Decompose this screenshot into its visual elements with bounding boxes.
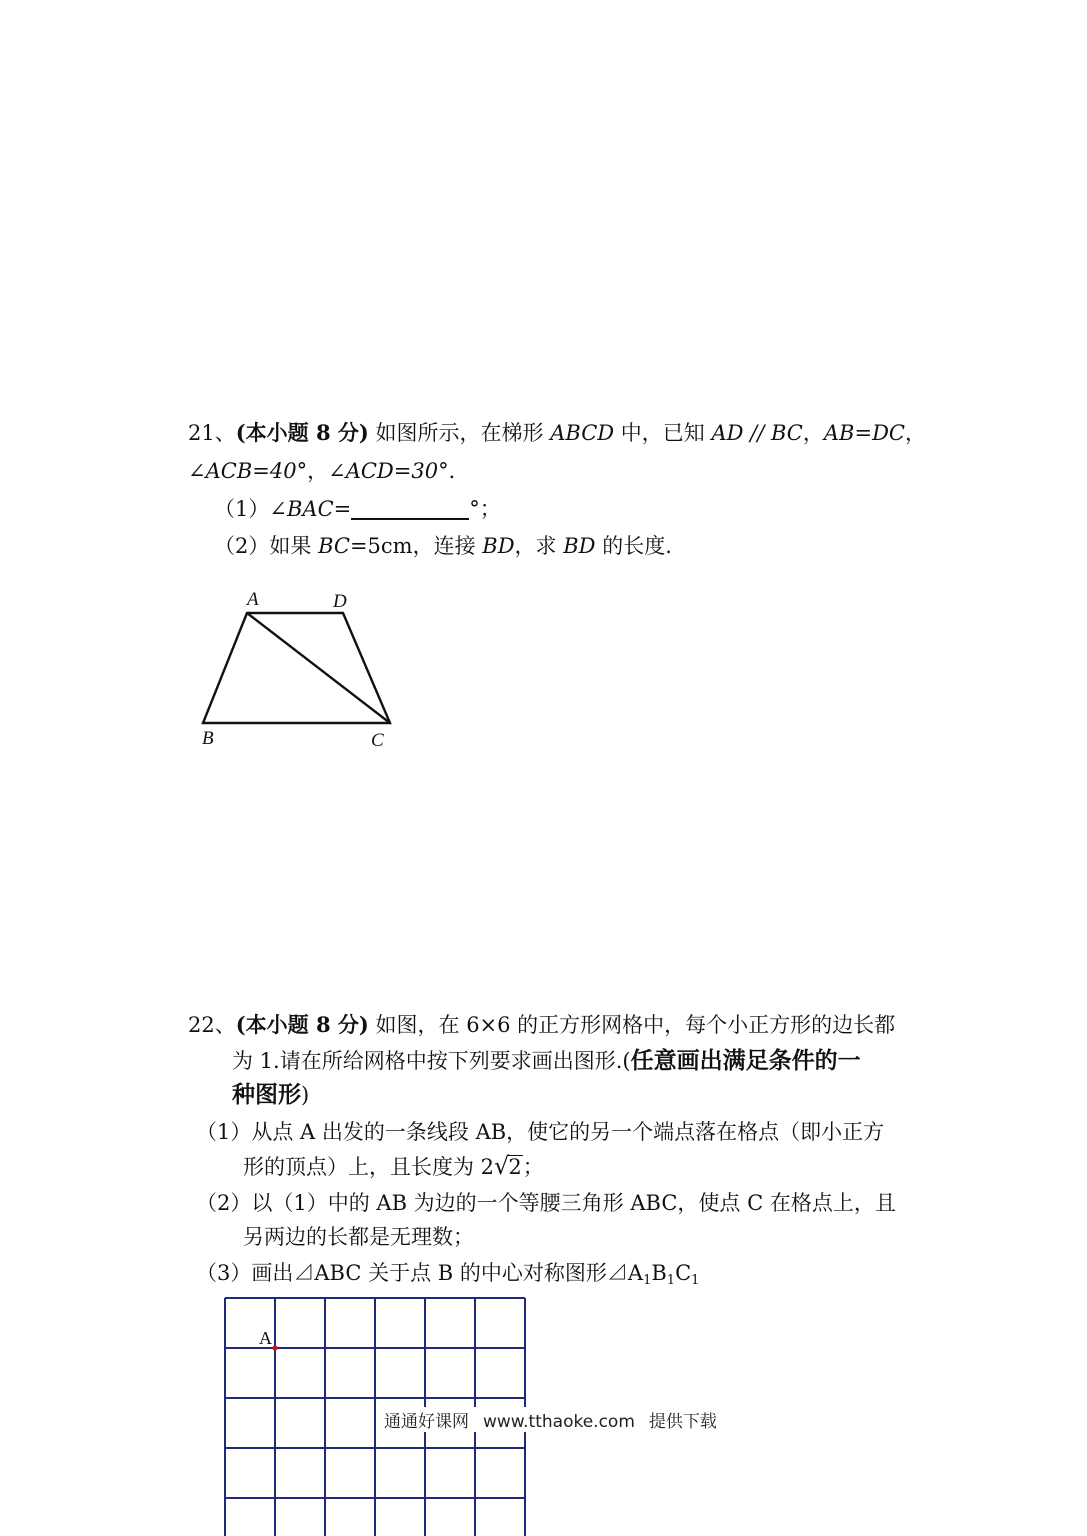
q21-part2-pre: 如果 bbox=[269, 534, 319, 558]
q21-part1-text: ∠BAC= bbox=[269, 497, 352, 521]
q22-part2-cont-text: 另两边的长都是无理数； bbox=[243, 1225, 474, 1249]
q21-angle2: ∠ACD=30° bbox=[328, 459, 449, 483]
point-a[interactable] bbox=[272, 1345, 277, 1350]
watermark-site: 通通好课网 bbox=[384, 1412, 469, 1432]
sqrt-sign: √ bbox=[494, 1152, 510, 1180]
q22-line3-end: ) bbox=[301, 1083, 310, 1107]
q22-part1-text: 从点 A 出发的一条线段 AB，使它的另一个端点落在格点（即小正方 bbox=[251, 1120, 885, 1144]
trapezoid-abcd bbox=[203, 613, 390, 723]
q21-period: ． bbox=[448, 459, 470, 483]
q21-part2-end: 的长度. bbox=[595, 534, 672, 558]
q21-part2-mid: =5cm，连接 bbox=[349, 534, 483, 558]
q21-line2 bbox=[188, 456, 470, 486]
q22-line3 bbox=[232, 1080, 309, 1110]
q22-part3-text: 画出⊿ABC 关于点 B 的中心对称图形⊿A bbox=[251, 1261, 644, 1285]
q22-line2-bold: 任意画出满足条件的一 bbox=[630, 1047, 861, 1074]
q21-shape: ABCD bbox=[550, 421, 615, 445]
q21-comma2: ， bbox=[904, 421, 926, 445]
q21-comma1: ， bbox=[802, 421, 824, 445]
trapezoid-figure bbox=[190, 585, 410, 755]
sqrt-radicand: 2 bbox=[508, 1155, 522, 1179]
q22-part3-label: （3） bbox=[196, 1261, 252, 1285]
watermark bbox=[382, 1407, 719, 1432]
q21-part1-unit: °； bbox=[469, 497, 501, 521]
q22-part1 bbox=[196, 1117, 884, 1147]
q22-part3-b: B bbox=[651, 1261, 667, 1285]
q21-part2-mid2: ，求 bbox=[514, 534, 564, 558]
grid-label-a: A bbox=[259, 1328, 272, 1348]
watermark-suffix: 提供下载 bbox=[648, 1412, 717, 1432]
q21-part2 bbox=[214, 531, 672, 561]
q21-part2-bc: BC bbox=[318, 534, 350, 558]
q21-line1 bbox=[188, 418, 926, 448]
q21-part2-label: （2） bbox=[214, 534, 270, 558]
q22-part1-cont bbox=[243, 1151, 544, 1182]
q22-score: (本小题 8 分) bbox=[235, 1012, 369, 1037]
q21-angle1: ∠ACB=40° bbox=[188, 459, 308, 483]
q21-number: 21、 bbox=[188, 421, 236, 445]
q21-part1-label: （1） bbox=[214, 497, 270, 521]
label-a: A bbox=[247, 589, 259, 610]
q22-part1-label: （1） bbox=[196, 1120, 252, 1144]
q22-part3 bbox=[196, 1258, 699, 1296]
q21-score: (本小题 8 分) bbox=[235, 420, 369, 445]
q21-given: 中，已知 bbox=[614, 421, 712, 445]
sub-a1: 1 bbox=[643, 1273, 652, 1288]
q21-equal: AB=DC bbox=[823, 421, 905, 445]
watermark-url: www.tthaoke.com bbox=[483, 1412, 635, 1432]
sub-c1: 1 bbox=[691, 1273, 700, 1288]
q22-part2-cont bbox=[243, 1222, 474, 1252]
q22-line3-bold: 种图形 bbox=[232, 1081, 301, 1108]
q22-number: 22、 bbox=[188, 1013, 236, 1037]
sub-b1: 1 bbox=[666, 1273, 676, 1288]
answer-blank[interactable] bbox=[351, 498, 469, 520]
q22-part1-end: ； bbox=[522, 1155, 544, 1179]
label-b: B bbox=[202, 728, 214, 749]
q22-part2-text: 以（1）中的 AB 为边的一个等腰三角形 ABC，使点 C 在格点上，且 bbox=[251, 1191, 896, 1215]
q21-intro: 如图所示，在梯形 bbox=[368, 421, 551, 445]
q22-line2 bbox=[232, 1046, 861, 1076]
q21-part1 bbox=[214, 494, 501, 524]
q22-line2-text: 为 1.请在所给网格中按下列要求画出图形.( bbox=[232, 1049, 631, 1073]
q22-line1 bbox=[188, 1010, 895, 1040]
label-c: C bbox=[371, 730, 384, 751]
q21-parallel: AD // BC bbox=[711, 421, 803, 445]
diagonal-ac bbox=[247, 613, 390, 723]
q22-intro: 如图，在 6×6 的正方形网格中，每个小正方形的边长都 bbox=[368, 1013, 896, 1037]
q21-comma3: ， bbox=[307, 459, 329, 483]
q22-part2 bbox=[196, 1188, 896, 1218]
label-d: D bbox=[333, 591, 347, 612]
q22-part1-cont-text: 形的顶点）上，且长度为 2 bbox=[243, 1155, 495, 1179]
q21-part2-bd2: BD bbox=[563, 534, 596, 558]
q21-part2-bd: BD bbox=[482, 534, 515, 558]
q22-part3-c: C bbox=[675, 1261, 692, 1285]
q22-part2-label: （2） bbox=[196, 1191, 252, 1215]
